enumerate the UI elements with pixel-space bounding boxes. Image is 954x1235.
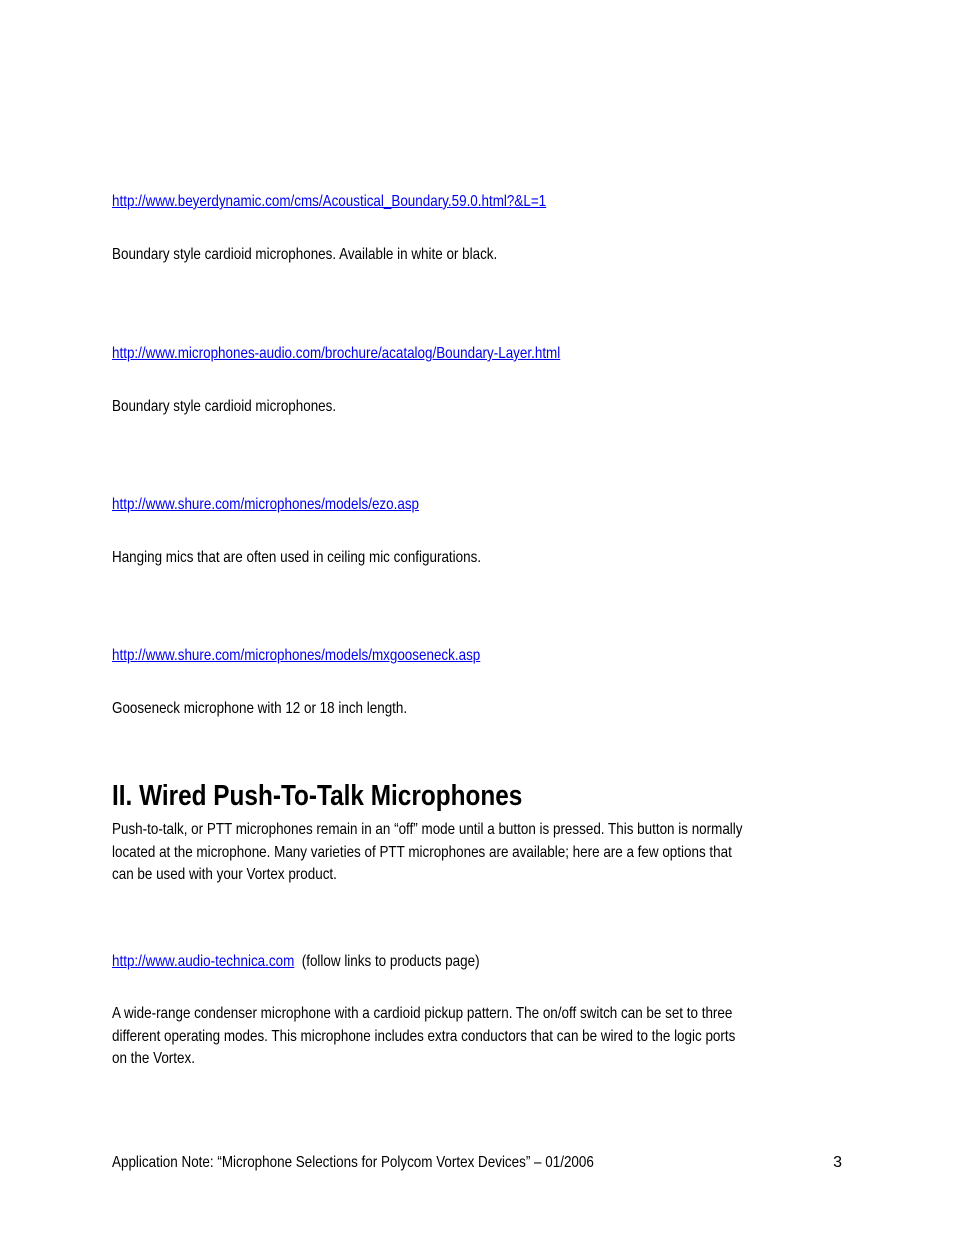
section-heading-text: II. Wired Push-To-Talk Microphones bbox=[112, 780, 523, 812]
description-beyerdynamic-text: Boundary style cardioid microphones. Available in white or black. bbox=[112, 246, 498, 263]
description-shure-gooseneck bbox=[112, 698, 463, 720]
link-audio-technica[interactable]: http://www.audio-technica.com bbox=[112, 953, 295, 970]
link-shure-ezo-row bbox=[112, 494, 478, 516]
page-number: 3 bbox=[833, 1154, 842, 1171]
description-line-3: on the Vortex. bbox=[112, 1050, 195, 1067]
footer-text: Application Note: “Microphone Selections for Polycom Vortex Devices” – 01/2006 bbox=[112, 1154, 594, 1171]
link-microphones-audio[interactable]: http://www.microphones-audio.com/brochure/acatalog/Boundary-Layer.html bbox=[112, 345, 561, 362]
description-shure-gooseneck-text: Gooseneck microphone with 12 or 18 inch length. bbox=[112, 700, 408, 717]
section-intro bbox=[112, 819, 852, 887]
link-shure-gooseneck-row bbox=[112, 645, 550, 667]
link-shure-ezo[interactable]: http://www.shure.com/microphones/models/ezo.asp bbox=[112, 496, 420, 513]
link-beyerdynamic-row bbox=[112, 191, 629, 213]
section-heading bbox=[112, 778, 600, 814]
intro-line-1: Push-to-talk, or PTT microphones remain in an “off” mode until a button is pressed. This button is normally bbox=[112, 821, 743, 838]
section-description bbox=[112, 1003, 852, 1071]
description-microphones-audio-text: Boundary style cardioid microphones. bbox=[112, 398, 337, 415]
link-microphones-audio-row bbox=[112, 343, 646, 365]
link-audio-technica-row bbox=[112, 951, 550, 973]
intro-line-2: located at the microphone. Many varieties of PTT microphones are available; here are a few options that bbox=[112, 843, 732, 861]
link-note: (follow links to products page) bbox=[301, 953, 480, 970]
description-shure-ezo-text: Hanging mics that are often used in ceiling mic configurations. bbox=[112, 549, 482, 566]
description-microphones-audio bbox=[112, 396, 379, 418]
link-shure-gooseneck[interactable]: http://www.shure.com/microphones/models/mxgooseneck.asp bbox=[112, 647, 481, 664]
page-footer bbox=[112, 1152, 842, 1174]
description-beyerdynamic bbox=[112, 244, 571, 266]
description-line-1: A wide-range condenser microphone with a cardioid pickup pattern. The on/off switch can be set to three bbox=[112, 1005, 733, 1022]
link-beyerdynamic[interactable]: http://www.beyerdynamic.com/cms/Acoustical_Boundary.59.0.html?&L=1 bbox=[112, 193, 547, 210]
audio-technica-line bbox=[112, 951, 480, 973]
description-line-2: different operating modes. This microphone includes extra conductors that can be wired to the logic ports bbox=[112, 1027, 736, 1045]
intro-line-3: can be used with your Vortex product. bbox=[112, 866, 337, 883]
description-shure-ezo bbox=[112, 547, 551, 569]
